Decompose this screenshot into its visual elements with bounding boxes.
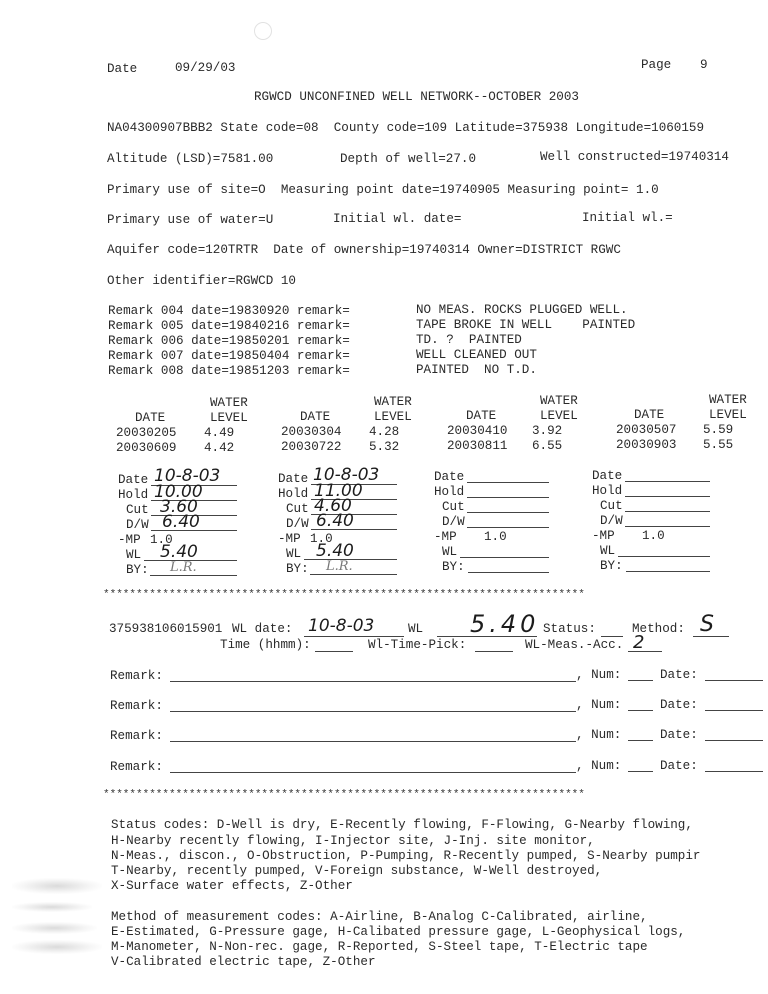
wl-date: 20030722 — [281, 440, 342, 454]
handwritten-cut: 4.60 — [314, 496, 352, 516]
by-field[interactable] — [468, 572, 549, 573]
wl-date-label: WL date: — [232, 622, 293, 636]
legend-line: X-Surface water effects, Z-Other — [111, 879, 353, 893]
other-identifier: Other identifier=RGWCD 10 — [107, 274, 296, 288]
wl-level: 5.32 — [369, 440, 400, 454]
mp-value: 1.0 — [642, 529, 665, 543]
page-number: 9 — [700, 58, 708, 72]
remark-meta: Remark 005 date=19840216 remark= — [108, 319, 350, 333]
by-label: BY: — [286, 562, 309, 576]
hold-field[interactable] — [625, 496, 710, 497]
wl-date: 20030811 — [447, 439, 508, 453]
cut-label: Cut — [286, 502, 309, 516]
wl-label: WL — [442, 545, 458, 559]
num-label: , Num: — [576, 728, 622, 742]
header-date: DATE — [634, 408, 665, 422]
remark-text: TD. ? PAINTED — [416, 333, 522, 347]
signature-initials: L.R. — [326, 559, 353, 574]
hold-label: Hold — [278, 487, 309, 501]
remark-text: WELL CLEANED OUT — [416, 348, 537, 362]
aquifer-code: Aquifer code=120TRTR Date of ownership=19740314 Owner=DISTRICT RGWC — [107, 243, 621, 257]
by-label: BY: — [126, 563, 149, 577]
handwritten-acc: 2 — [633, 632, 645, 653]
wl-level: 4.49 — [204, 426, 235, 440]
mp-label: -MP — [278, 532, 301, 546]
separator-stars: ************************************************************************* — [103, 789, 585, 801]
date-label: Date: — [660, 728, 698, 742]
handwritten-method: S — [700, 612, 714, 637]
date-label: Date — [118, 473, 149, 487]
wl-date: 20030507 — [616, 423, 677, 437]
date-field[interactable] — [625, 481, 710, 482]
wl-date-field[interactable] — [304, 636, 404, 637]
cut-label: Cut — [600, 499, 623, 513]
header-date: DATE — [135, 411, 166, 425]
date-label: Date — [434, 470, 465, 484]
by-label: BY: — [442, 560, 465, 574]
initial-wl: Initial wl.= — [582, 211, 673, 225]
status-field[interactable] — [601, 636, 623, 637]
scan-smudge — [12, 878, 102, 894]
remark-meta: Remark 004 date=19830920 remark= — [108, 304, 350, 318]
remark-field[interactable] — [170, 711, 576, 712]
handwritten-wl: 5.40 — [470, 610, 540, 638]
by-field[interactable] — [150, 575, 237, 576]
scan-smudge — [12, 922, 97, 934]
wl-date: 20030205 — [116, 426, 177, 440]
header-level: LEVEL — [374, 410, 412, 424]
hold-label: Hold — [118, 488, 149, 502]
hole-punch-mark — [254, 22, 272, 40]
handwritten-hold: 11.00 — [314, 481, 363, 501]
cut-field[interactable] — [467, 512, 549, 513]
wl-label: WL — [286, 547, 302, 561]
header-date: DATE — [300, 410, 331, 424]
handwritten-hold: 10.00 — [154, 482, 203, 502]
wl-time-pick-label: Wl-Time-Pick: — [368, 638, 467, 652]
wl-meas-acc-label: WL-Meas.-Acc. — [525, 638, 624, 652]
legend-line: Status codes: D-Well is dry, E-Recently flowing, F-Flowing, G-Nearby flowing, — [111, 818, 693, 832]
header-date-value: 09/29/03 — [175, 61, 236, 75]
date-field[interactable] — [705, 680, 763, 681]
site-id-line: NA04300907BBB2 State code=08 County code=109 Latitude=375938 Longitude=1060159 — [107, 121, 705, 135]
num-field[interactable] — [628, 710, 653, 711]
wl-field[interactable] — [460, 557, 549, 558]
mp-label: -MP — [592, 529, 615, 543]
date-label: Date: — [660, 698, 698, 712]
date-field[interactable] — [705, 771, 763, 772]
date-field[interactable] — [467, 482, 549, 483]
mp-value: 1.0 — [310, 532, 333, 546]
remark-meta: Remark 008 date=19851203 remark= — [108, 364, 350, 378]
date-label: Date: — [660, 759, 698, 773]
header-water: WATER — [709, 393, 747, 407]
well-constructed: Well constructed=19740314 — [540, 150, 729, 164]
wl-date: 20030304 — [281, 425, 342, 439]
remark-text: TAPE BROKE IN WELL PAINTED — [416, 318, 636, 332]
num-field[interactable] — [628, 740, 653, 741]
header-water: WATER — [210, 396, 248, 410]
handwritten-wl-date: 10-8-03 — [308, 616, 375, 636]
remark-text: NO MEAS. ROCKS PLUGGED WELL. — [416, 303, 628, 317]
time-label: Time (hhmm): — [220, 638, 311, 652]
header-level: LEVEL — [210, 411, 248, 425]
wl-level: 3.92 — [532, 424, 563, 438]
header-date: DATE — [466, 409, 497, 423]
num-field[interactable] — [628, 771, 653, 772]
dw-field[interactable] — [467, 527, 549, 528]
legend-line: T-Nearby, recently pumped, V-Foreign substance, W-Well destroyed, — [111, 864, 603, 878]
date-label: Date: — [660, 668, 698, 682]
remark-field[interactable] — [170, 681, 576, 682]
page-label: Page — [641, 58, 672, 72]
num-label: , Num: — [576, 668, 622, 682]
handwritten-cut: 3.60 — [160, 497, 198, 517]
mp-value: 1.0 — [484, 530, 507, 544]
header-level: LEVEL — [709, 408, 747, 422]
handwritten-dw: 6.40 — [316, 511, 354, 531]
mp-label: -MP — [434, 530, 457, 544]
legend-line: H-Nearby recently flowing, I-Injector site, J-Inj. site monitor, — [111, 834, 595, 848]
cut-label: Cut — [126, 503, 149, 517]
site-number: 375938106015901 — [109, 622, 223, 636]
date-label: Date — [592, 469, 623, 483]
scan-smudge — [12, 940, 102, 954]
date-field[interactable] — [705, 740, 763, 741]
mp-label: -MP — [118, 533, 141, 547]
by-field[interactable] — [626, 571, 710, 572]
scan-smudge — [12, 902, 92, 912]
primary-use-water: Primary use of water=U — [107, 213, 274, 227]
wl-level: 5.55 — [703, 438, 734, 452]
wl-date: 20030609 — [116, 441, 177, 455]
wl-level: 6.55 — [532, 439, 563, 453]
legend-line: M-Manometer, N-Non-rec. gage, R-Reported, S-Steel tape, T-Electric tape — [111, 940, 648, 954]
remark-field[interactable] — [170, 741, 576, 742]
handwritten-date: 10-8-03 — [154, 466, 221, 486]
wl-level: 4.28 — [369, 425, 400, 439]
hold-field[interactable] — [467, 497, 549, 498]
num-label: , Num: — [576, 759, 622, 773]
remark-label: Remark: — [110, 729, 163, 743]
wl-label: WL — [126, 548, 142, 562]
wl-time-pick-field[interactable] — [475, 651, 513, 652]
mp-value: 1.0 — [150, 533, 173, 547]
wl-label: WL — [600, 544, 616, 558]
cut-label: Cut — [442, 500, 465, 514]
legend-line: V-Calibrated electric tape, Z-Other — [111, 955, 376, 969]
remark-label: Remark: — [110, 699, 163, 713]
wl-field[interactable] — [618, 556, 710, 557]
signature-initials: L.R. — [170, 560, 197, 575]
wl-level: 4.42 — [204, 441, 235, 455]
wl-date: 20030410 — [447, 424, 508, 438]
hold-label: Hold — [434, 485, 465, 499]
handwritten-dw: 6.40 — [162, 512, 200, 532]
cut-field[interactable] — [625, 511, 710, 512]
dw-label: D/W — [126, 518, 149, 532]
time-field[interactable] — [315, 651, 353, 652]
date-label: Date — [278, 472, 309, 486]
altitude: Altitude (LSD)=7581.00 — [107, 152, 274, 166]
legend-line: Method of measurement codes: A-Airline, B-Analog C-Calibrated, airline, — [111, 910, 648, 924]
header-water: WATER — [540, 394, 578, 408]
method-label: Method: — [632, 622, 685, 636]
dw-label: D/W — [442, 515, 465, 529]
remark-meta: Remark 006 date=19850201 remark= — [108, 334, 350, 348]
hold-label: Hold — [592, 484, 623, 498]
legend-line: E-Estimated, G-Pressure gage, H-Calibated pressure gage, L-Geophysical logs, — [111, 925, 686, 939]
remark-meta: Remark 007 date=19850404 remark= — [108, 349, 350, 363]
by-label: BY: — [600, 559, 623, 573]
wl-date: 20030903 — [616, 438, 677, 452]
wl-label: WL — [408, 622, 424, 636]
primary-use-site: Primary use of site=O Measuring point date=19740905 Measuring point= 1.0 — [107, 183, 659, 197]
wl-level: 5.59 — [703, 423, 734, 437]
date-field[interactable] — [705, 710, 763, 711]
status-label: Status: — [543, 622, 596, 636]
remark-label: Remark: — [110, 669, 163, 683]
num-field[interactable] — [628, 680, 653, 681]
depth-of-well: Depth of well=27.0 — [340, 152, 477, 166]
remark-field[interactable] — [170, 772, 576, 773]
dw-label: D/W — [286, 517, 309, 531]
handwritten-wl: 5.40 — [160, 542, 198, 562]
header-date-label: Date — [107, 62, 138, 76]
num-label: , Num: — [576, 698, 622, 712]
dw-field[interactable] — [625, 526, 710, 527]
remark-text: PAINTED NO T.D. — [416, 363, 537, 377]
header-water: WATER — [374, 395, 412, 409]
document-title: RGWCD UNCONFINED WELL NETWORK--OCTOBER 2003 — [254, 90, 579, 104]
header-level: LEVEL — [540, 409, 578, 423]
initial-wl-date: Initial wl. date= — [333, 212, 462, 226]
remark-label: Remark: — [110, 760, 163, 774]
by-field[interactable] — [310, 574, 397, 575]
dw-label: D/W — [600, 514, 623, 528]
handwritten-wl: 5.40 — [316, 541, 354, 561]
handwritten-date: 10-8-03 — [313, 465, 380, 485]
legend-line: N-Meas., discon., O-Obstruction, P-Pumping, R-Recently pumped, S-Nearby pumpir — [111, 849, 701, 863]
separator-stars: ************************************************************************* — [103, 589, 585, 601]
